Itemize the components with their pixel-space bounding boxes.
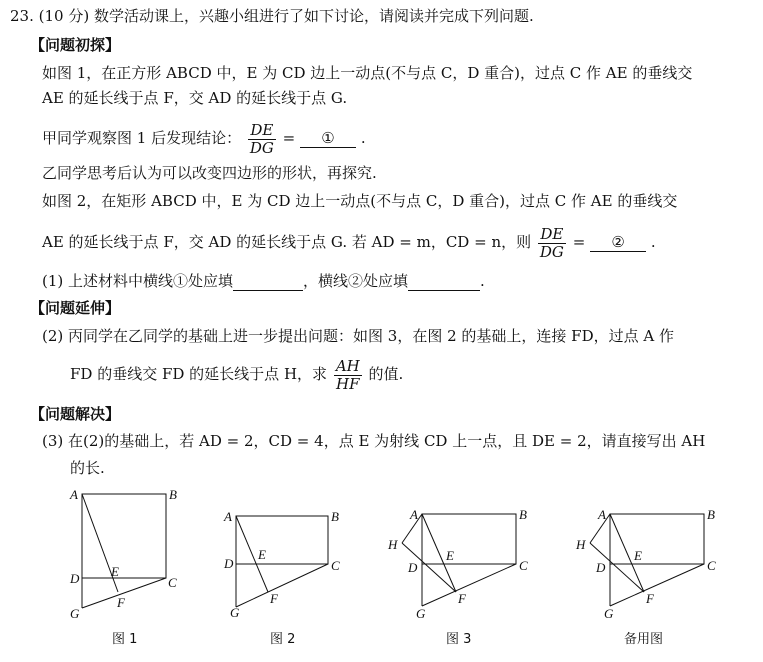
equals-sign: = xyxy=(572,233,586,251)
question-2-end: 的值. xyxy=(368,365,404,383)
fraction-denominator: DG xyxy=(539,242,564,261)
label-point: A xyxy=(224,509,232,524)
label-point: D xyxy=(224,556,234,571)
fraction-denominator: HF xyxy=(336,374,360,393)
question-number: 23. xyxy=(10,7,34,25)
period: . xyxy=(650,233,656,251)
label-point: F xyxy=(270,591,278,606)
label-point: G xyxy=(416,606,426,621)
fraction-numerator: DE xyxy=(248,122,276,140)
label-point: B xyxy=(707,507,715,522)
question-2-line2-prefix: FD 的垂线交 FD 的延长线于点 H，求 xyxy=(70,365,328,383)
caption-figure-3: 图 3 xyxy=(446,632,472,647)
section-heading-solve: 【问题解决】 xyxy=(30,405,121,423)
text-p1-line2: AE 的延长线于点 F，交 AD 的延长线于点 G. xyxy=(42,89,348,107)
label-point: B xyxy=(169,487,177,502)
label-point: H xyxy=(388,537,398,552)
label-point: E xyxy=(111,564,119,579)
label-point: E xyxy=(634,548,642,563)
text-p1-line1: 如图 1，在正方形 ABCD 中，E 为 CD 边上一动点(不与点 C，D 重合)，过点 C 作 AE 的垂线交 xyxy=(42,64,693,82)
figure-2 xyxy=(236,516,328,607)
caption-figure-2: 图 2 xyxy=(270,632,296,647)
label-point: E xyxy=(258,547,266,562)
label-point: E xyxy=(446,548,454,563)
question-3-line1: (3) 在(2)的基础上，若 AD = 2，CD = 4，点 E 为射线 CD 上一点，且 DE = 2，请直接写出 AH xyxy=(42,432,706,450)
label-point: A xyxy=(598,507,606,522)
label-point: B xyxy=(519,507,527,522)
text-p4-line1: 如图 2，在矩形 ABCD 中，E 为 CD 边上一动点(不与点 C，D 重合)，过点 C 作 AE 的垂线交 xyxy=(42,192,678,210)
fraction-denominator: DG xyxy=(249,138,274,157)
figure-1 xyxy=(82,494,166,608)
text-p2-prefix: 甲同学观察图 1 后发现结论： xyxy=(42,129,242,147)
caption-figure-1: 图 1 xyxy=(112,632,138,647)
question-score: (10 分) xyxy=(38,7,90,25)
label-point: C xyxy=(168,575,177,590)
equals-sign: = xyxy=(282,129,296,147)
question-1-part-a: (1) 上述材料中横线①处应填 xyxy=(42,272,234,290)
label-point: D xyxy=(70,571,80,586)
text-p4-line2-prefix: AE 的延长线于点 F，交 AD 的延长线于点 G. 若 AD = m，CD = n，则 xyxy=(42,233,532,251)
question-3-line2: 的长. xyxy=(70,459,105,477)
label-point: G xyxy=(70,606,80,621)
section-heading-extend: 【问题延伸】 xyxy=(30,299,121,317)
answer-blank-2[interactable]: ② xyxy=(590,233,646,252)
label-point: F xyxy=(117,595,125,610)
label-point: B xyxy=(331,509,339,524)
question-2-line1: (2) 丙同学在乙同学的基础上进一步提出问题：如图 3，在图 2 的基础上，连接 FD，过点 A 作 xyxy=(42,327,674,345)
period: . xyxy=(480,272,485,290)
label-point: D xyxy=(596,560,606,575)
label-point: C xyxy=(519,558,528,573)
label-point: F xyxy=(458,591,466,606)
answer-blank-1[interactable]: ① xyxy=(300,129,356,148)
text-p3: 乙同学思考后认为可以改变四边形的形状，再探究. xyxy=(42,164,377,182)
label-point: H xyxy=(576,537,586,552)
section-heading-explore: 【问题初探】 xyxy=(30,36,121,54)
label-point: G xyxy=(230,605,240,620)
fraction-numerator: DE xyxy=(538,226,566,244)
label-point: D xyxy=(408,560,418,575)
label-point: F xyxy=(646,591,654,606)
label-point: C xyxy=(707,558,716,573)
label-point: C xyxy=(331,558,340,573)
caption-figure-backup: 备用图 xyxy=(624,632,664,647)
question-intro: 数学活动课上，兴趣小组进行了如下讨论，请阅读并完成下列问题. xyxy=(93,7,534,25)
label-point: A xyxy=(410,507,418,522)
label-point: A xyxy=(70,487,78,502)
label-point: G xyxy=(604,606,614,621)
fraction-numerator: AH xyxy=(335,356,360,375)
question-1-part-b: ，横线②处应填 xyxy=(303,272,409,290)
period: . xyxy=(360,129,366,147)
